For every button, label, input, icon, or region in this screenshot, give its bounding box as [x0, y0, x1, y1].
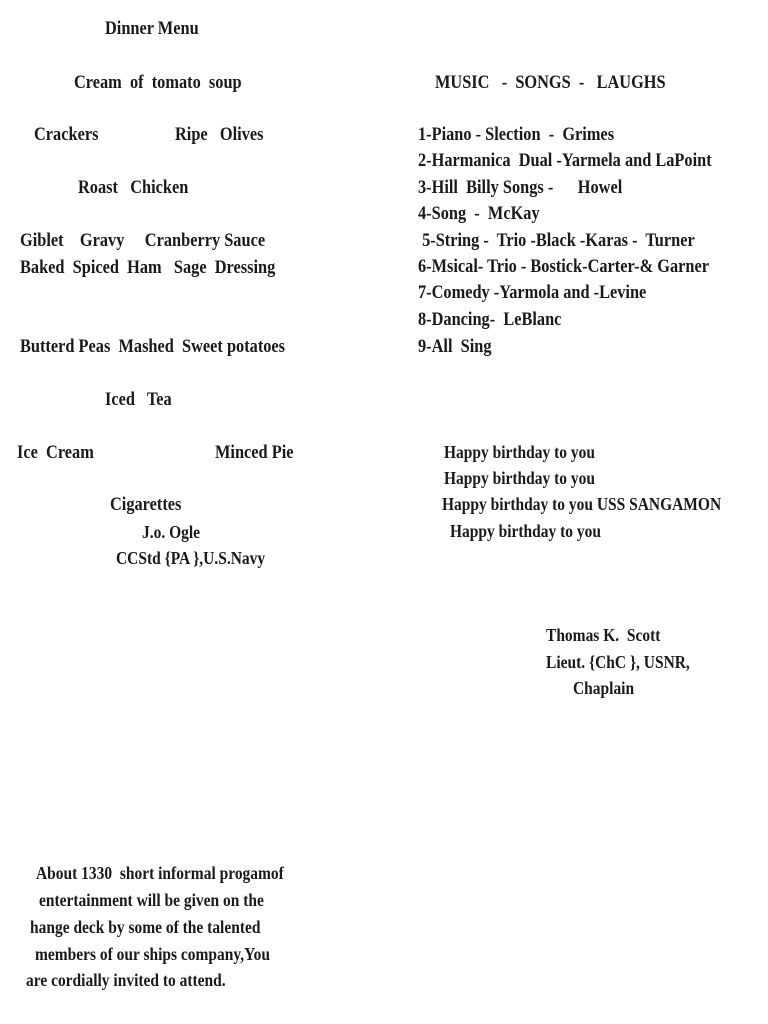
program-item: 4-Song - McKay [418, 203, 540, 224]
menu-item-pie: Minced Pie [215, 442, 294, 463]
menu-item-crackers: Crackers [34, 124, 99, 145]
program-item: 5-String - Trio -Black -Karas - Turner [418, 230, 695, 251]
program-item: 8-Dancing- LeBlanc [418, 309, 562, 330]
birthday-line: Happy birthday to you [444, 442, 595, 462]
notice-line: hange deck by some of the talented [30, 917, 261, 937]
program-item: 3-Hill Billy Songs - Howel [418, 177, 623, 198]
program-item: 1-Piano - Slection - Grimes [418, 124, 615, 145]
program-item: 7-Comedy -Yarmola and -Levine [418, 282, 647, 303]
chaplain-rank: Lieut. {ChC }, USNR, [546, 652, 690, 672]
menu-item-tea: Iced Tea [105, 389, 172, 410]
notice-line: are cordially invited to attend. [26, 970, 226, 990]
menu-item-ham-line: Baked Spiced Ham Sage Dressing [20, 257, 276, 278]
menu-title: Dinner Menu [105, 18, 199, 39]
menu-item-ice-cream: Ice Cream [17, 442, 94, 463]
chaplain-name: Thomas K. Scott [546, 625, 661, 645]
notice-line: members of our ships company,You [35, 944, 270, 964]
program-item: 6-Msical- Trio - Bostick-Carter-& Garner [418, 256, 710, 277]
menu-item-soup: Cream of tomato soup [74, 72, 242, 93]
program-heading: MUSIC - SONGS - LAUGHS [435, 72, 666, 93]
menu-item-cigarettes: Cigarettes [110, 494, 182, 515]
notice-line: entertainment will be given on the [39, 890, 264, 910]
menu-signature-title: CCStd {PA },U.S.Navy [116, 548, 266, 568]
chaplain-role: Chaplain [573, 678, 635, 698]
notice-line: About 1330 short informal progamof [36, 863, 284, 883]
menu-item-veg-line: Butterd Peas Mashed Sweet potatoes [20, 336, 286, 357]
program-item: 9-All Sing [418, 336, 492, 357]
menu-signature-name: J.o. Ogle [142, 522, 201, 542]
menu-item-olives: Ripe Olives [175, 124, 264, 145]
menu-item-chicken: Roast Chicken [78, 177, 189, 198]
birthday-line: Happy birthday to you USS SANGAMON [442, 494, 722, 514]
program-item: 2-Harmanica Dual -Yarmela and LaPoint [418, 150, 712, 171]
birthday-line: Happy birthday to you [450, 521, 601, 541]
menu-item-gravy-line: Giblet Gravy Cranberry Sauce [20, 230, 266, 251]
birthday-line: Happy birthday to you [444, 468, 595, 488]
